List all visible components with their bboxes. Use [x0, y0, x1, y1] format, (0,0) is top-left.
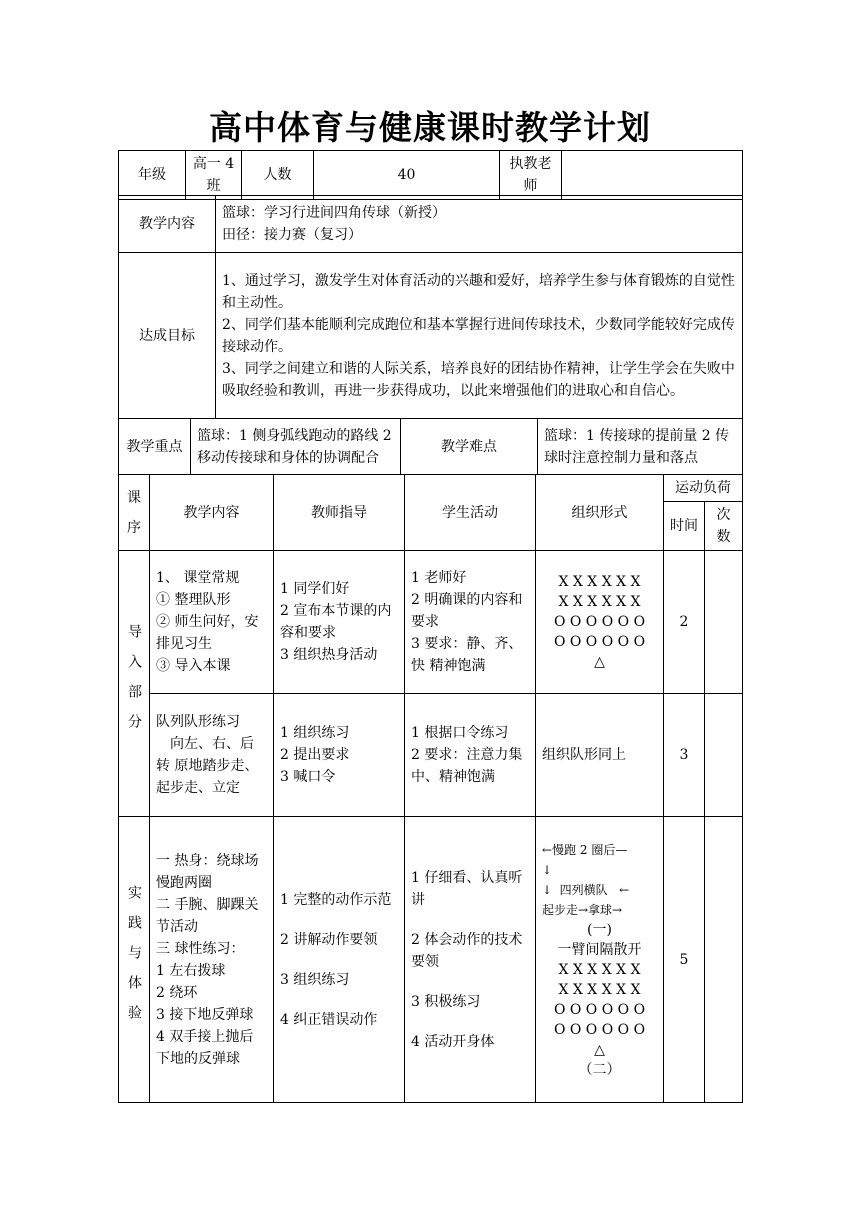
- teacher-value: [562, 151, 743, 200]
- row2-formation: 组织队形同上: [536, 694, 664, 817]
- row1-teacher: [274, 551, 405, 694]
- student-header: 学生活动: [405, 475, 536, 551]
- content-lines: [216, 196, 743, 253]
- difficult-text: 篮球：1 传接球的提前量 2 传球时注意控制力量和落点: [538, 419, 743, 475]
- teacher-triangle-icon: △: [594, 654, 605, 670]
- formation-row: O O O O O O: [553, 1021, 646, 1038]
- content-line: 队列队形练习: [156, 714, 240, 730]
- key-points-table: [118, 418, 743, 475]
- content-line: 4 双手接上抛后下地的反弹球: [156, 1028, 254, 1067]
- page-title: 高中体育与健康课时教学计划: [209, 108, 651, 147]
- student-line: 2 明确课的内容和要求: [411, 592, 523, 630]
- grade-label: 年级: [119, 151, 186, 200]
- intro-section-label: 导入部分: [119, 551, 150, 817]
- teacher-line: 2 提出要求: [280, 747, 350, 763]
- content-line: 二 手腕、脚踝关节活动: [156, 896, 259, 935]
- student-line: 3 要求：静、齐、快 精神饱满: [411, 636, 523, 674]
- row3-teacher: [274, 817, 405, 1103]
- practice-section-label: 实践与体验: [119, 817, 150, 1103]
- teacher-line: 1 组织练习: [280, 725, 350, 741]
- teacher-line: 1 同学们好: [280, 581, 350, 597]
- key-text: 篮球：1 侧身弧线跑动的路线 2 移动传接球和身体的协调配合: [191, 419, 401, 475]
- formation-route: ←慢跑 2 圈后—: [542, 842, 628, 857]
- student-line: 2 要求：注意力集中、精神饱满: [411, 747, 523, 785]
- content-line: 2 绕环: [156, 984, 198, 1001]
- formation-row: X X X X X X: [558, 594, 641, 610]
- student-line: 1 根据口令练习: [411, 725, 509, 741]
- formation-arrow: ↓: [542, 862, 553, 877]
- teacher-label: 执教老师: [500, 151, 562, 200]
- lesson-info-table: [118, 150, 743, 200]
- formation-row: O O O O O O: [553, 634, 646, 650]
- load-header: 运动负荷: [664, 475, 743, 502]
- key-label: 教学重点: [119, 419, 191, 475]
- teacher-line: 1 完整的动作示范: [280, 891, 392, 908]
- content-label: 教学内容: [119, 196, 216, 253]
- content-line: 1、 课堂常规: [156, 570, 240, 586]
- content-line: ③ 导入本课: [156, 658, 231, 674]
- row2-teacher: [274, 694, 405, 817]
- content-line: 一 热身：绕球场慢跑两圈: [156, 852, 259, 891]
- content-goals-table: [118, 195, 743, 419]
- student-line: 2 体会动作的技术要领: [411, 931, 523, 970]
- row1-count: [705, 551, 743, 694]
- row1-student: [405, 551, 536, 694]
- formation-row: O O O O O O: [553, 614, 646, 630]
- goals-text: [216, 253, 743, 419]
- formation-route: ↓ 四列横队 ←: [542, 882, 630, 897]
- plan-table: [118, 474, 743, 1103]
- count-header: 次数: [705, 502, 743, 551]
- org-header: 组织形式: [536, 475, 664, 551]
- teacher-line: 3 组织练习: [280, 971, 350, 988]
- content-line: ① 整理队形: [156, 592, 231, 608]
- row2-content: [150, 694, 274, 817]
- row3-content: [150, 817, 274, 1103]
- goals-label: 达成目标: [119, 253, 216, 419]
- goal-item: 1、通过学习，激发学生对体育活动的兴趣和爱好，培养学生参与体育锻炼的自觉性和主动性。: [222, 272, 735, 311]
- formation-route: 起步走→拿球→: [542, 902, 623, 917]
- row3-time: 5: [664, 817, 705, 1103]
- row1-time: 2: [664, 551, 705, 694]
- teacher-header: 教师指导: [274, 475, 405, 551]
- teacher-line: 3 喊口令: [280, 769, 336, 785]
- teacher-line: 2 讲解动作要领: [280, 931, 378, 948]
- teacher-line: 2 宣布本节课的内容和要求: [280, 603, 392, 641]
- teacher-line: 4 纠正错误动作: [280, 1011, 378, 1028]
- student-line: 1 老师好: [411, 570, 467, 586]
- difficult-label: 教学难点: [401, 419, 538, 475]
- student-line: 4 活动开身体: [411, 1033, 495, 1050]
- count-label: 人数: [242, 151, 314, 200]
- row2-student: [405, 694, 536, 817]
- row1-content: [150, 551, 274, 694]
- content-header: 教学内容: [150, 475, 274, 551]
- goal-item: 3、同学之间建立和谐的人际关系，培养良好的团结协作精神，让学生学会在失败中吸取经验和教训，再进一步获得成功，以此来增强他们的进取心和自信心。: [222, 360, 735, 399]
- teacher-line: 3 组织热身活动: [280, 647, 378, 663]
- content-line: ② 师生问好，安排见习生: [156, 614, 259, 652]
- row2-count: [705, 694, 743, 817]
- content-line: 3 接下地反弹球: [156, 1006, 254, 1023]
- content-line: 1 左右拨球: [156, 962, 226, 979]
- student-line: 3 积极练习: [411, 993, 481, 1010]
- teacher-triangle-icon: △: [594, 1041, 605, 1058]
- formation-row: X X X X X X: [558, 574, 641, 590]
- row3-formation: [536, 817, 664, 1103]
- content-line: 向左、右、后转 原地踏步走、起步走、立定: [156, 736, 259, 796]
- row2-time: 3: [664, 694, 705, 817]
- count-value: 40: [314, 151, 500, 200]
- formation-caption: (一): [587, 921, 612, 938]
- content-line: 篮球：学习行进间四角传球（新授）: [222, 205, 446, 221]
- row3-count: [705, 817, 743, 1103]
- order-header: [119, 475, 150, 551]
- row3-student: [405, 817, 536, 1103]
- goal-item: 2、同学们基本能顺利完成跑位和基本掌握行进间传球技术，少数同学能较好完成传接球动作。: [222, 316, 735, 355]
- student-line: 1 仔细看、认真听讲: [411, 869, 523, 908]
- formation-caption: 一臂间隔散开: [557, 941, 642, 958]
- content-line: 田径：接力赛（复习）: [222, 227, 362, 243]
- formation-row: X X X X X X: [558, 961, 641, 978]
- formation-row: X X X X X X: [558, 981, 641, 998]
- row1-formation: [536, 551, 664, 694]
- order-header-text: 课序: [127, 489, 141, 536]
- formation-caption: （二）: [578, 1061, 621, 1078]
- time-header: 时间: [664, 502, 705, 551]
- formation-row: O O O O O O: [553, 1001, 646, 1018]
- content-line: 三 球性练习：: [156, 940, 245, 957]
- grade-value: 高一 4 班: [186, 151, 242, 200]
